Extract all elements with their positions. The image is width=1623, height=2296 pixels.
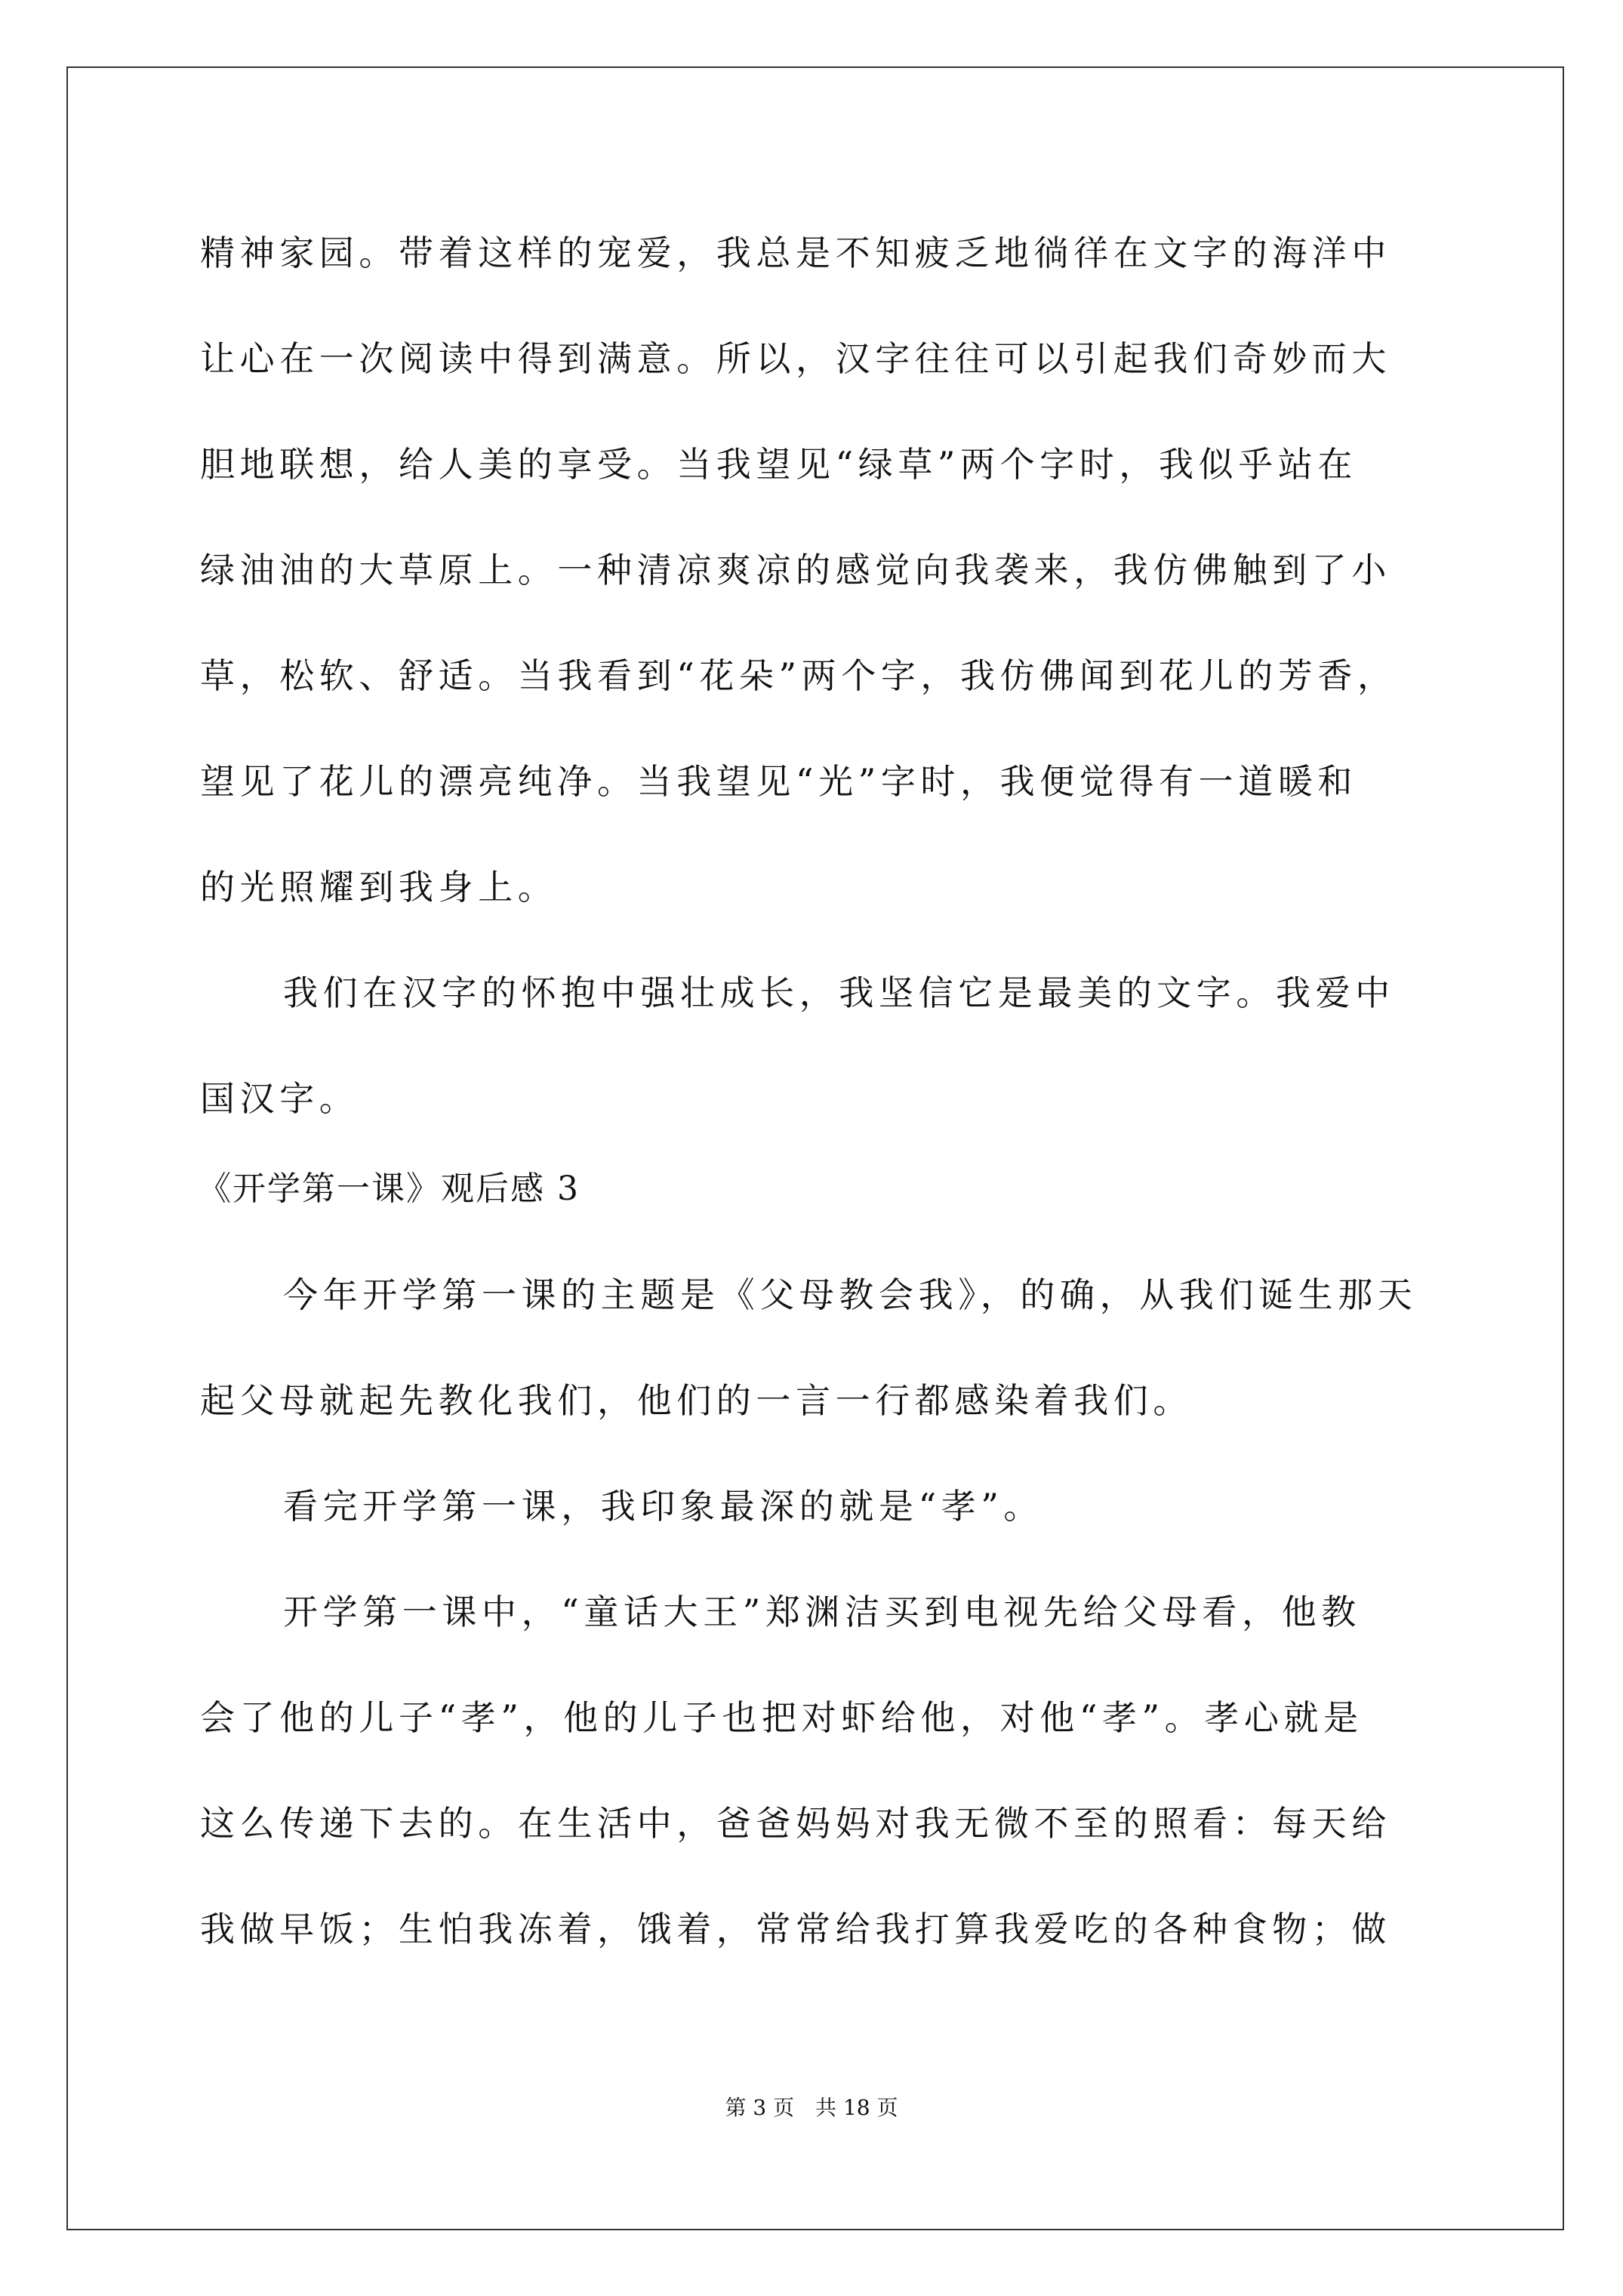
text-line: 精神家园。带着这样的宠爱，我总是不知疲乏地徜徉在文字的海洋中 — [200, 233, 1391, 273]
text-line: 望见了花儿的漂亮纯净。当我望见“光”字时，我便觉得有一道暖和 — [200, 761, 1358, 802]
page-number-footer: 第 3 页 共 18 页 — [725, 2095, 898, 2120]
text-line: 草，松软、舒适。当我看到“花朵”两个字，我仿佛闻到花儿的芳香， — [200, 655, 1397, 696]
section-heading: 《开学第一课》观后感 3 — [198, 1170, 580, 1208]
text-line: 这么传递下去的。在生活中，爸爸妈妈对我无微不至的照看：每天给 — [200, 1803, 1391, 1844]
text-line: 我们在汉字的怀抱中强壮成长，我坚信它是最美的文字。我爱中 — [283, 972, 1395, 1013]
text-line: 开学第一课中，“童话大王”郑渊洁买到电视先给父母看，他教 — [283, 1592, 1361, 1632]
text-line: 绿油油的大草原上。一种清凉爽凉的感觉向我袭来，我仿佛触到了小 — [200, 550, 1391, 590]
text-line: 让心在一次阅读中得到满意。所以，汉字往往可以引起我们奇妙而大 — [200, 338, 1391, 379]
text-line: 国汉字。 — [200, 1078, 359, 1119]
text-line: 看完开学第一课，我印象最深的就是“孝”。 — [283, 1486, 1044, 1527]
text-line: 会了他的儿子“孝”，他的儿子也把对虾给他，对他“孝”。孝心就是 — [200, 1697, 1363, 1738]
text-line: 起父母就起先教化我们，他们的一言一行都感染着我们。 — [200, 1380, 1193, 1421]
text-line: 今年开学第一课的主题是《父母教会我》，的确，从我们诞生那天 — [283, 1274, 1418, 1315]
text-line: 我做早饭；生怕我冻着，饿着，常常给我打算我爱吃的各种食物；做 — [200, 1909, 1391, 1949]
text-line: 的光照耀到我身上。 — [200, 867, 558, 908]
text-line: 胆地联想，给人美的享受。当我望见“绿草”两个字时，我似乎站在 — [200, 444, 1358, 485]
